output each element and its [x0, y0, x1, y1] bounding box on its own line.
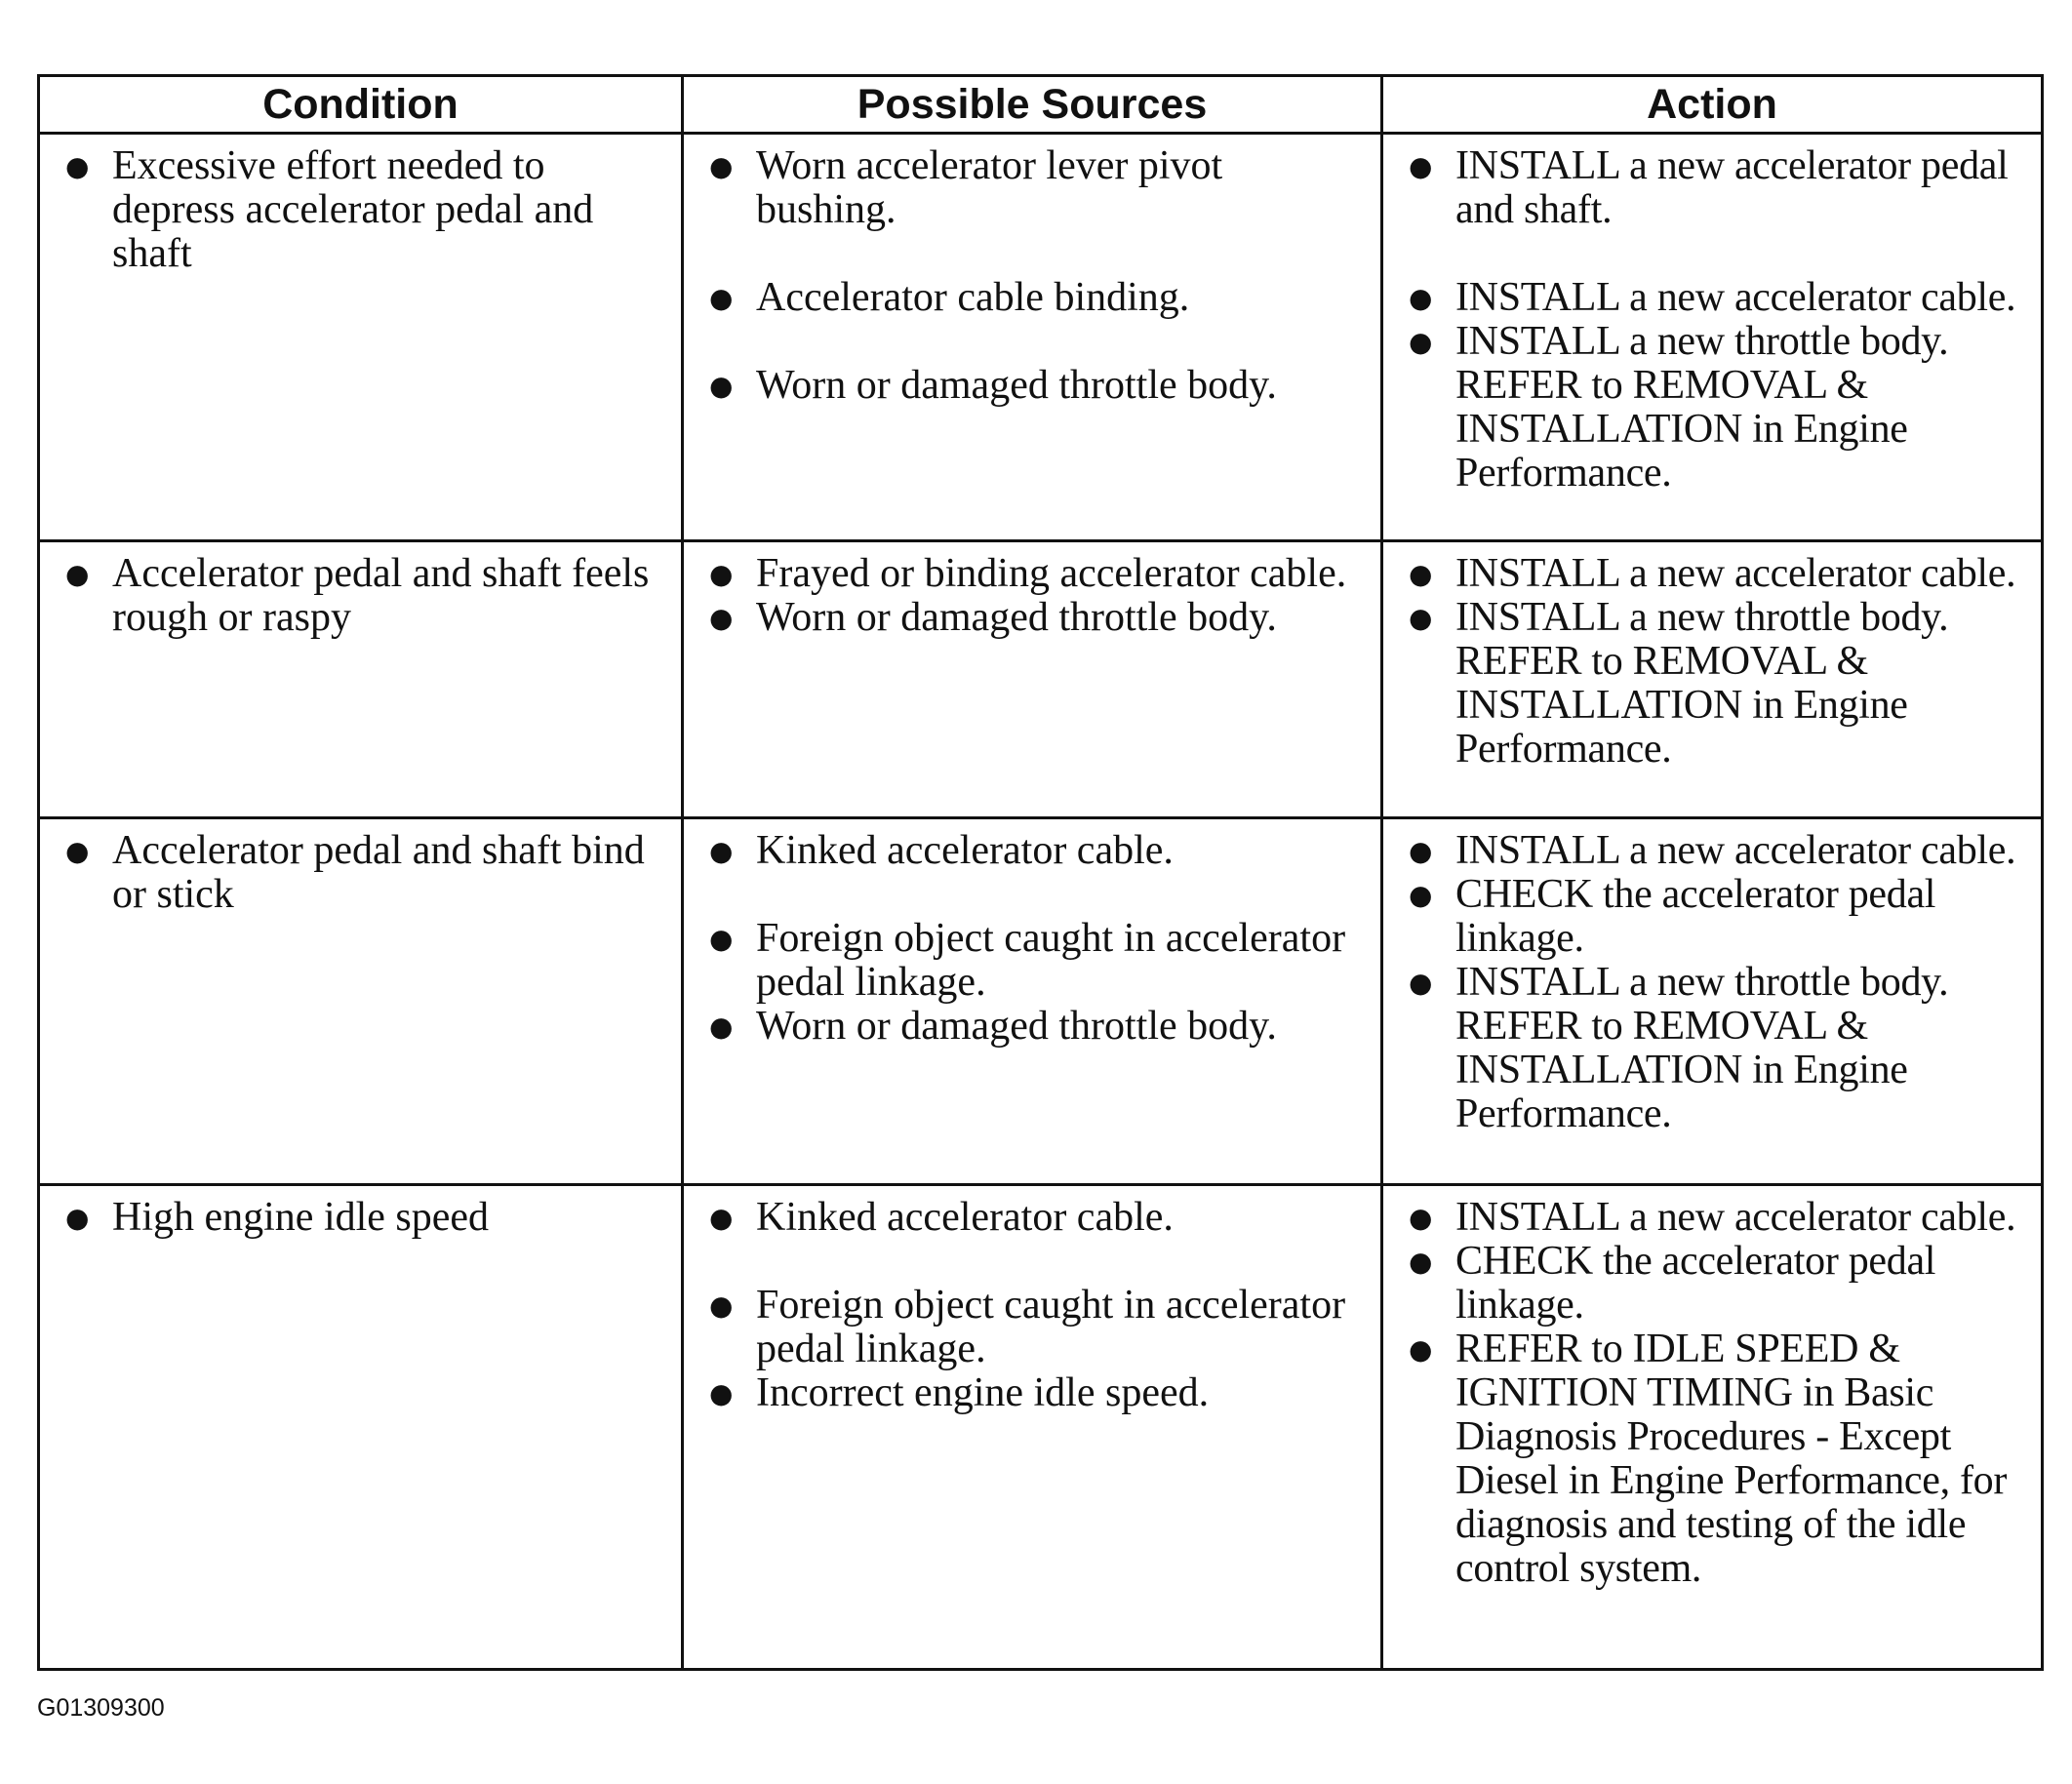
list-item	[1395, 829, 2021, 873]
list-item	[696, 1371, 1361, 1415]
source-text: Worn accelerator lever pivot bushing.	[756, 143, 1223, 232]
bullet-icon: ●	[709, 1377, 734, 1409]
list-item	[1395, 552, 2021, 596]
source-text: Worn or damaged throttle body.	[756, 1004, 1277, 1049]
header-condition: Condition	[39, 76, 683, 134]
list-item	[696, 552, 1361, 596]
bullet-icon: ●	[1409, 967, 1433, 999]
source-text: Worn or damaged throttle body.	[756, 595, 1277, 640]
condition-cell	[39, 541, 683, 818]
bullet-icon: ●	[709, 835, 734, 867]
condition-text: Excessive effort needed to depress accelerator pedal and shaft	[112, 143, 594, 276]
bullet-icon: ●	[1409, 879, 1433, 911]
action-text: INSTALL a new accelerator cable.	[1455, 828, 2016, 873]
bullet-icon: ●	[1409, 326, 1433, 358]
bullet-icon: ●	[1409, 558, 1433, 590]
table-row	[39, 1185, 2043, 1670]
action-cell	[1382, 541, 2043, 818]
bullet-icon: ●	[709, 150, 734, 182]
table-row	[39, 541, 2043, 818]
header-action: Action	[1382, 76, 2043, 134]
sources-cell	[683, 818, 1382, 1185]
bullet-icon: ●	[1409, 602, 1433, 634]
sources-cell	[683, 1185, 1382, 1670]
table-row	[39, 134, 2043, 541]
bullet-icon: ●	[709, 923, 734, 955]
sources-cell	[683, 541, 1382, 818]
list-item	[696, 917, 1361, 1005]
list-item	[696, 829, 1361, 873]
bullet-icon: ●	[709, 370, 734, 402]
bullet-icon: ●	[65, 835, 90, 867]
header-possible-sources: Possible Sources	[683, 76, 1382, 134]
list-item	[1395, 961, 2021, 1136]
diagnosis-table	[37, 74, 2044, 1671]
list-item	[696, 596, 1361, 640]
condition-cell	[39, 818, 683, 1185]
bullet-icon: ●	[1409, 150, 1433, 182]
table-row	[39, 818, 2043, 1185]
condition-cell	[39, 1185, 683, 1670]
action-cell	[1382, 818, 2043, 1185]
list-item	[1395, 596, 2021, 772]
source-text: Frayed or binding accelerator cable.	[756, 551, 1347, 596]
bullet-icon: ●	[709, 1289, 734, 1322]
bullet-icon: ●	[709, 602, 734, 634]
list-item	[696, 1196, 1361, 1240]
action-text: INSTALL a new accelerator pedal and shaft.	[1455, 143, 2009, 232]
bullet-icon: ●	[1409, 1202, 1433, 1234]
header-row	[39, 76, 2043, 134]
list-item	[52, 552, 661, 640]
list-item	[52, 1196, 661, 1240]
bullet-icon: ●	[1409, 1333, 1433, 1366]
action-text: INSTALL a new accelerator cable.	[1455, 551, 2016, 596]
action-text: REFER to IDLE SPEED & IGNITION TIMING in Basic Diagnosis Procedures - Except Diesel in Engine Performance, for diagnosis and testing of the idle control system.	[1455, 1327, 2008, 1591]
bullet-icon: ●	[65, 150, 90, 182]
bullet-icon: ●	[1409, 282, 1433, 314]
list-item	[1395, 276, 2021, 320]
list-item	[1395, 873, 2021, 961]
bullet-icon: ●	[709, 558, 734, 590]
bullet-icon: ●	[65, 558, 90, 590]
list-item	[52, 144, 661, 276]
list-item	[1395, 144, 2021, 232]
bullet-icon: ●	[709, 1011, 734, 1043]
action-text: INSTALL a new throttle body. REFER to REMOVAL & INSTALLATION in Engine Performance.	[1455, 960, 1949, 1136]
condition-text: High engine idle speed	[112, 1195, 490, 1240]
action-text: INSTALL a new throttle body. REFER to REMOVAL & INSTALLATION in Engine Performance.	[1455, 595, 1949, 772]
condition-text: Accelerator pedal and shaft bind or stick	[112, 828, 645, 917]
list-item	[696, 1005, 1361, 1049]
bullet-icon: ●	[1409, 835, 1433, 867]
list-item	[52, 829, 661, 917]
list-item	[1395, 1328, 2021, 1591]
bullet-icon: ●	[709, 282, 734, 314]
action-text: CHECK the accelerator pedal linkage.	[1455, 1239, 1936, 1328]
list-item	[1395, 1196, 2021, 1240]
list-item	[696, 144, 1361, 232]
bullet-icon: ●	[1409, 1246, 1433, 1278]
list-item	[696, 276, 1361, 320]
source-text: Accelerator cable binding.	[756, 275, 1190, 320]
sources-cell	[683, 134, 1382, 541]
list-item	[696, 364, 1361, 408]
condition-cell	[39, 134, 683, 541]
action-cell	[1382, 1185, 2043, 1670]
list-item	[1395, 320, 2021, 496]
bullet-icon: ●	[709, 1202, 734, 1234]
bullet-icon: ●	[65, 1202, 90, 1234]
source-text: Foreign object caught in accelerator pedal linkage.	[756, 1283, 1346, 1371]
action-text: INSTALL a new throttle body. REFER to REMOVAL & INSTALLATION in Engine Performance.	[1455, 319, 1949, 496]
figure-code: G01309300	[37, 1694, 165, 1722]
action-text: INSTALL a new accelerator cable.	[1455, 275, 2016, 320]
source-text: Kinked accelerator cable.	[756, 1195, 1174, 1240]
action-text: CHECK the accelerator pedal linkage.	[1455, 872, 1936, 961]
source-text: Foreign object caught in accelerator pedal linkage.	[756, 916, 1346, 1005]
action-text: INSTALL a new accelerator cable.	[1455, 1195, 2016, 1240]
list-item	[1395, 1240, 2021, 1328]
source-text: Incorrect engine idle speed.	[756, 1370, 1210, 1415]
source-text: Worn or damaged throttle body.	[756, 363, 1277, 408]
list-item	[696, 1284, 1361, 1371]
condition-text: Accelerator pedal and shaft feels rough or raspy	[112, 551, 650, 640]
source-text: Kinked accelerator cable.	[756, 828, 1174, 873]
action-cell	[1382, 134, 2043, 541]
